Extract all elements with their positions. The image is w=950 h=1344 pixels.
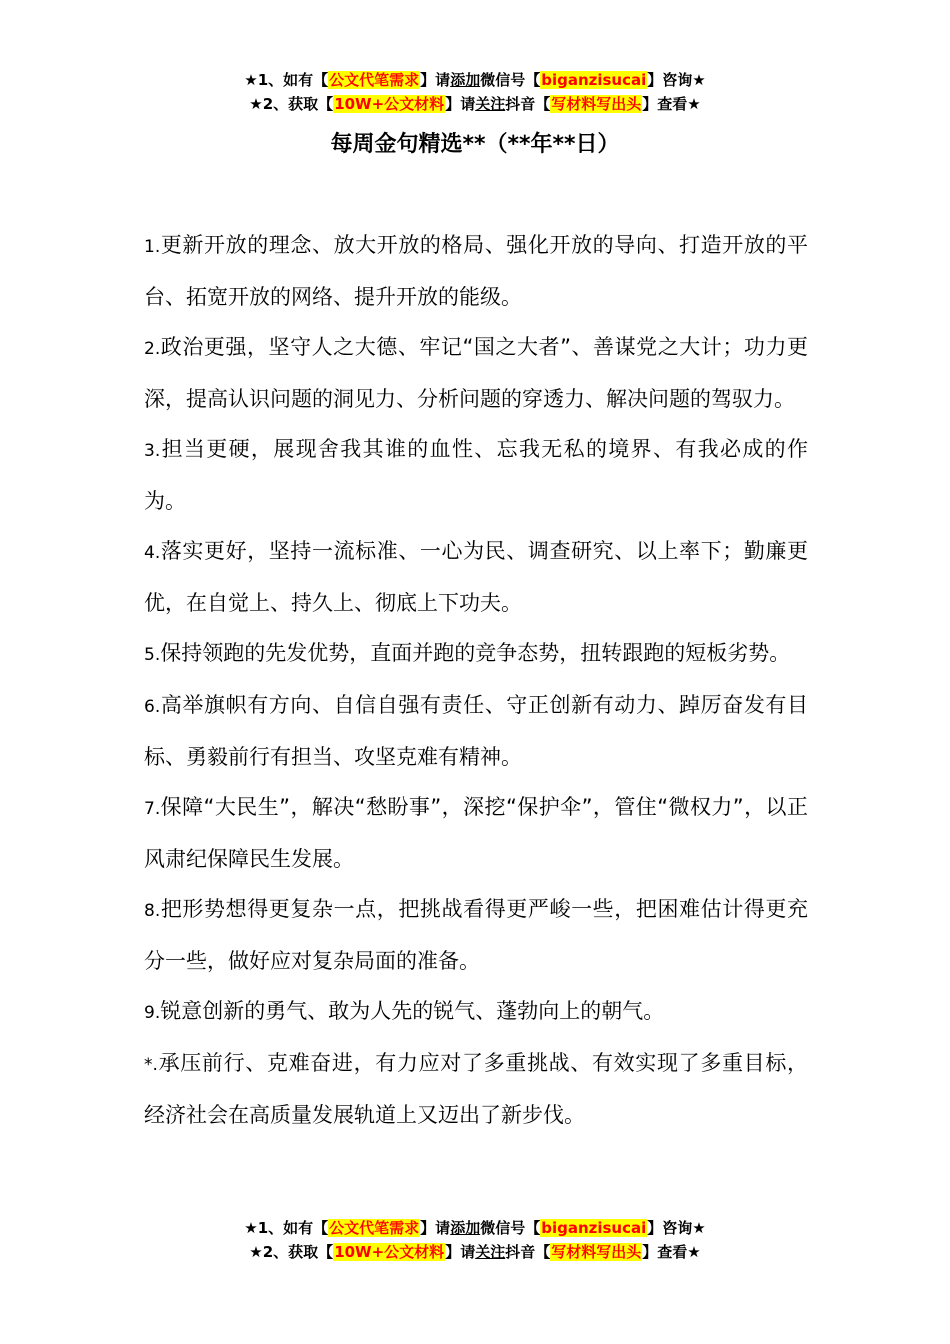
promo-banner-bottom (0, 1216, 950, 1264)
promo-douyin-account: 写材料写出头 (551, 1243, 642, 1261)
quote-number: 1. (144, 237, 161, 257)
promo-douyin-account: 写材料写出头 (551, 95, 642, 113)
quote-text: 锐意创新的勇气、敢为人先的锐气、蓬勃向上的朝气。 (160, 999, 665, 1023)
quote-item-3 (144, 424, 808, 526)
promo-line-1 (0, 1216, 950, 1240)
promo-text: ★1、如有【 (244, 1219, 329, 1237)
quote-text: 担当更硬，展现舍我其谁的血性、忘我无私的境界、有我必成的作为。 (144, 437, 808, 513)
quote-text: 保障“大民生”，解决“愁盼事”，深挖“保护伞”，管住“微权力”，以正风肃纪保障民生发展。 (144, 795, 808, 871)
promo-text: ★2、获取【 (249, 1243, 334, 1261)
promo-line-2 (0, 92, 950, 116)
quote-text: 更新开放的理念、放大开放的格局、强化开放的导向、打造开放的平台、拓宽开放的网络、提升开放的能级。 (144, 233, 808, 309)
quote-text: 保持领跑的先发优势，直面并跑的竞争态势，扭转跟跑的短板劣势。 (160, 641, 791, 665)
promo-banner-top (0, 68, 950, 116)
promo-text: 抖音【 (505, 1243, 551, 1261)
promo-text: 】请 (445, 1243, 476, 1261)
quote-number: 9. (144, 1003, 161, 1023)
promo-text: 】咨询★ (647, 1219, 706, 1237)
quote-item-2 (144, 322, 808, 424)
promo-text: 】查看★ (642, 1243, 701, 1261)
promo-underlined-text: 关注 (475, 1243, 506, 1261)
quote-text: 落实更好，坚持一流标准、一心为民、调查研究、以上率下；勤廉更优，在自觉上、持久上、彻底上下功夫。 (144, 539, 808, 615)
quote-item-5 (144, 628, 808, 680)
quote-number: 6. (144, 697, 161, 717)
promo-text: 】请 (420, 71, 451, 89)
promo-highlight: 公文代笔需求 (329, 71, 420, 89)
quote-item-6 (144, 680, 808, 782)
quote-text: 把形势想得更复杂一点，把挑战看得更严峻一些，把困难估计得更充分一些，做好应对复杂局面的准备。 (144, 897, 808, 973)
promo-text: 微信号【 (480, 71, 541, 89)
quote-text: 承压前行、克难奋进，有力应对了多重挑战、有效实现了多重目标，经济社会在高质量发展轨道上又迈出了新步伐。 (144, 1051, 808, 1127)
promo-wechat-id: biganzisucai (541, 71, 647, 89)
promo-underlined-text: 添加 (450, 71, 481, 89)
quote-item-7 (144, 782, 808, 884)
quote-text: 高举旗帜有方向、自信自强有责任、守正创新有动力、踔厉奋发有目标、勇毅前行有担当、攻坚克难有精神。 (144, 693, 808, 769)
promo-line-2 (0, 1240, 950, 1264)
quote-item-1 (144, 220, 808, 322)
quote-number: 2. (144, 339, 161, 359)
quote-item-8 (144, 884, 808, 986)
promo-underlined-text: 关注 (475, 95, 506, 113)
promo-text: ★1、如有【 (244, 71, 329, 89)
quote-number: 7. (144, 799, 161, 819)
quote-text: 政治更强，坚守人之大德、牢记“国之大者”、善谋党之大计；功力更深，提高认识问题的洞见力、分析问题的穿透力、解决问题的驾驭力。 (144, 335, 808, 411)
page-title: 每周金句精选**（**年**日） (330, 132, 620, 157)
promo-highlight: 10W+公文材料 (334, 1243, 445, 1261)
promo-text: 】请 (420, 1219, 451, 1237)
quote-list (144, 220, 808, 1140)
promo-highlight: 公文代笔需求 (329, 1219, 420, 1237)
promo-text: 微信号【 (480, 1219, 541, 1237)
quote-number: 4. (144, 543, 161, 563)
quote-number: 3. (144, 441, 161, 461)
quote-item-10 (144, 1038, 808, 1140)
quote-number: 5. (144, 645, 161, 665)
quote-item-4 (144, 526, 808, 628)
promo-text: 】请 (445, 95, 476, 113)
promo-text: 抖音【 (505, 95, 551, 113)
promo-line-1 (0, 68, 950, 92)
promo-underlined-text: 添加 (450, 1219, 481, 1237)
promo-text: 】查看★ (642, 95, 701, 113)
promo-text: ★2、获取【 (249, 95, 334, 113)
quote-number: 8. (144, 901, 161, 921)
promo-wechat-id: biganzisucai (541, 1219, 647, 1237)
promo-highlight: 10W+公文材料 (334, 95, 445, 113)
promo-text: 】咨询★ (647, 71, 706, 89)
quote-number: *. (144, 1055, 158, 1075)
quote-item-9 (144, 986, 808, 1038)
